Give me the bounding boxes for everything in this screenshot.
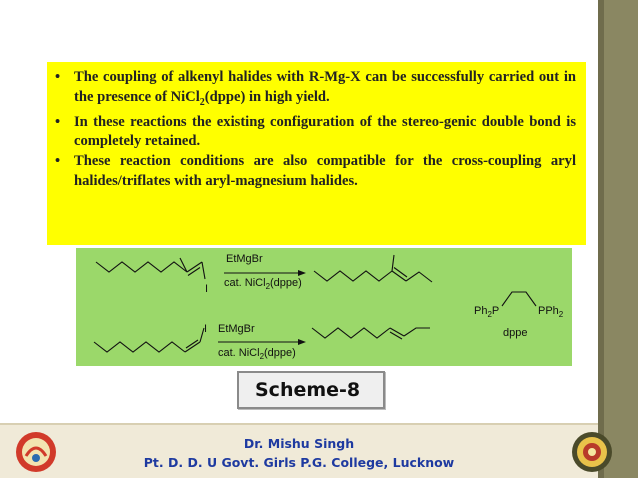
reactant-1-halide: I [205, 283, 209, 295]
sidebar-edge [598, 0, 604, 478]
catalyst-1-label: cat. NiCl$_2$(dppe) [224, 277, 302, 291]
ligand-right-label: PPh$_2$ [538, 305, 564, 319]
footer-divider [0, 423, 598, 425]
bullet-marker: • [55, 153, 61, 170]
footer-author: Dr. Mishu Singh [243, 436, 355, 451]
bullet-text: In these reactions the existing configuration of the stereo-genic double bond is completely retained. [74, 113, 576, 150]
ligand-left-label: $Ph_2P$ [474, 305, 500, 319]
bullet-box [47, 62, 586, 245]
footer-college: Pt. D. D. U Govt. Girls P.G. College, Lucknow [143, 455, 455, 470]
product-1-structure [314, 255, 432, 282]
bullet-item [55, 113, 576, 153]
catalyst-2-label: cat. NiCl$_2$(dppe) [218, 347, 296, 361]
reactant-2-halide: I [204, 323, 208, 335]
reactant-2-structure [94, 328, 204, 352]
scheme-label: Scheme-8 [237, 371, 385, 409]
reaction-scheme-drawing [76, 248, 572, 366]
product-2-structure [312, 328, 430, 339]
reaction-arrow-1 [224, 270, 306, 276]
sidebar-decoration [598, 0, 638, 478]
bullet-marker: • [55, 113, 61, 130]
reaction-arrow-2 [218, 339, 306, 345]
reagent-2-label: EtMgBr [218, 323, 255, 335]
reactant-1-structure [96, 258, 205, 279]
reaction-scheme [76, 248, 572, 366]
bullet-text: The coupling of alkenyl halides with R-Mg-X can be successfully carried out in the presence of NiCl$_2$(dppe) in high yield. [74, 69, 576, 108]
ligand-bridge [502, 292, 536, 306]
ligand-name: dppe [503, 327, 528, 339]
bullet-marker: • [55, 69, 61, 85]
reagent-1-label: EtMgBr [226, 253, 263, 265]
bullet-item [55, 68, 576, 113]
bullet-item [55, 152, 576, 192]
bullet-text: These reaction conditions are also compatible for the cross-coupling aryl halides/triflates with aryl-magnesium halides. [74, 153, 576, 189]
